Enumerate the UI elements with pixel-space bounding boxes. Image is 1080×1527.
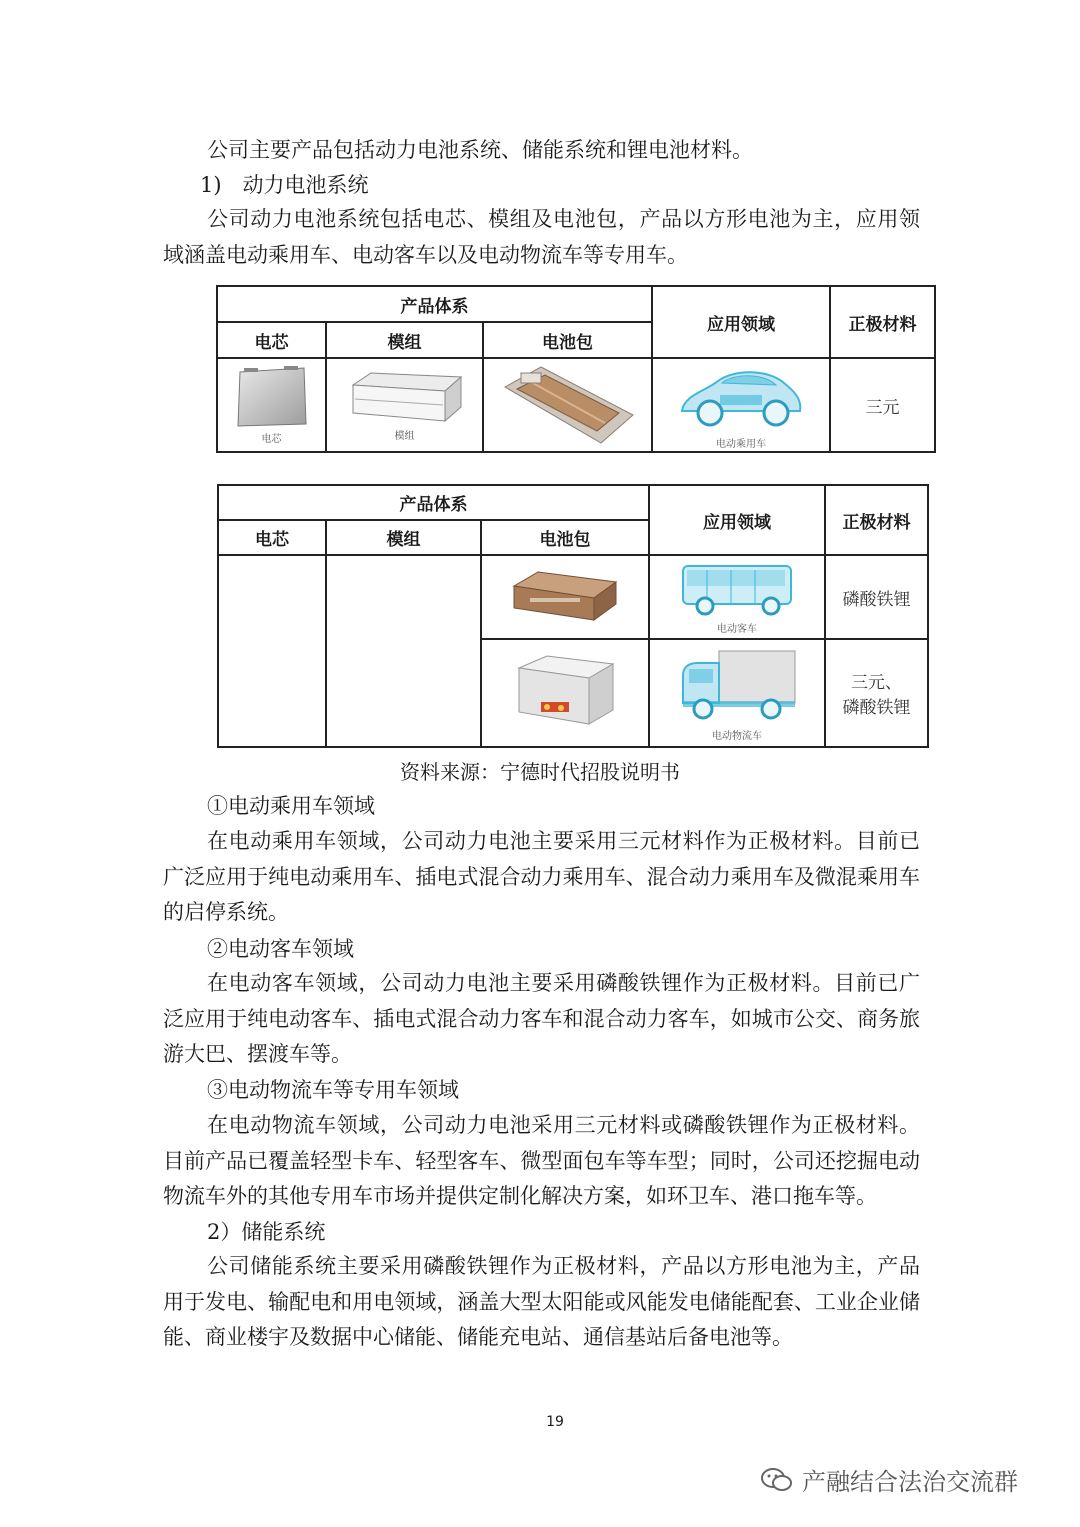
truck-application-cell [649, 639, 825, 747]
caption-module: 模组 [394, 430, 415, 442]
header-product-system: 产品体系 [217, 286, 652, 322]
cell-image-application [652, 358, 830, 452]
caption-cell: 电芯 [261, 433, 282, 445]
paragraph-energy-storage: 公司储能系统主要采用磷酸铁锂作为正极材料，产品以方形电池为主，产品用于发电、输配电和用电领域，涵盖大型太阳能或风能发电储能配套、工业企业储能、商业楼宇及数据中心储能、储能充电站、通信基站后备电池等。 [163, 1254, 920, 1349]
product-table-1 [216, 285, 936, 453]
battery-cell-image [234, 366, 310, 428]
material-truck-line-1: 三元、 [851, 673, 903, 693]
header-pack-2: 电池包 [481, 520, 649, 555]
battery-pack-image [501, 365, 635, 445]
truck-pack-cell [481, 639, 649, 747]
section-bus-body: 在电动客车领域，公司动力电池主要采用磷酸铁锂作为正极材料。目前已广泛应用于纯电动客车、插电式混合动力客车和混合动力客车，如城市公交、商务旅游大巴、摆渡车等。 [163, 971, 920, 1066]
watermark [760, 1462, 1018, 1497]
logistics-truck-image [675, 645, 799, 725]
header-application: 应用领域 [652, 286, 830, 358]
passenger-car-image [676, 361, 806, 433]
bus-pack-cell [481, 555, 649, 639]
header-pack: 电池包 [483, 322, 652, 358]
heading-power-battery: 1) 动力电池系统 [200, 173, 369, 197]
empty-cell-column [218, 555, 326, 747]
caption-passenger-car: 电动乘用车 [716, 438, 767, 450]
section-passenger-body: 在电动乘用车领域，公司动力电池主要采用三元材料作为正极材料。目前已广泛应用于纯电动乘用车、插电式混合动力乘用车、混合动力乘用车及微混乘用车的启停系统。 [163, 829, 920, 924]
header-product-system-2: 产品体系 [218, 485, 649, 520]
table-source-caption: 资料来源：宁德时代招股说明书 [400, 760, 680, 784]
truck-battery-pack-image [513, 652, 617, 734]
electric-bus-image [677, 560, 797, 618]
header-cell-2: 电芯 [218, 520, 326, 555]
battery-module-image [345, 369, 465, 425]
intro-paragraph: 公司主要产品包括动力电池系统、储能系统和锂电池材料。 [207, 138, 753, 162]
cell-image-module [326, 358, 483, 452]
empty-module-column [326, 555, 481, 747]
wechat-icon [760, 1466, 794, 1494]
material-truck-line-2: 磷酸铁锂 [842, 698, 911, 718]
cathode-material-bus: 磷酸铁锂 [825, 555, 928, 639]
cell-image-cell [217, 358, 326, 452]
bus-battery-pack-image [510, 568, 620, 626]
caption-bus: 电动客车 [717, 623, 758, 635]
cathode-material-truck [825, 639, 928, 747]
section-logistics-body: 在电动物流车领域，公司动力电池采用三元材料或磷酸铁锂作为正极材料。目前产品已覆盖轻型卡车、轻型客车、微型面包车等车型；同时，公司还挖掘电动物流车外的其他专用车市场并提供定制化解决方案，如环卫车、港口拖车等。 [163, 1113, 920, 1208]
caption-truck: 电动物流车 [712, 730, 763, 742]
paragraph-power-battery: 公司动力电池系统包括电芯、模组及电池包，产品以方形电池为主，应用领域涵盖电动乘用车、电动客车以及电动物流车等专用车。 [163, 207, 920, 267]
header-application-2: 应用领域 [649, 485, 825, 555]
watermark-text: 产融结合法治交流群 [802, 1468, 1018, 1496]
product-table-2 [217, 484, 929, 748]
heading-energy-storage: 2）储能系统 [207, 1220, 326, 1244]
section-bus-title: ②电动客车领域 [207, 937, 354, 961]
header-cathode: 正极材料 [830, 286, 935, 358]
cell-image-pack [483, 358, 652, 452]
header-module-2: 模组 [326, 520, 481, 555]
header-cell: 电芯 [217, 322, 326, 358]
cathode-material-1: 三元 [830, 358, 935, 452]
bus-application-cell [649, 555, 825, 639]
section-passenger-title: ①电动乘用车领域 [207, 794, 375, 818]
section-logistics-title: ③电动物流车等专用车领域 [207, 1078, 459, 1102]
page-number: 19 [546, 1414, 564, 1430]
header-module: 模组 [326, 322, 483, 358]
header-cathode-2: 正极材料 [825, 485, 928, 555]
